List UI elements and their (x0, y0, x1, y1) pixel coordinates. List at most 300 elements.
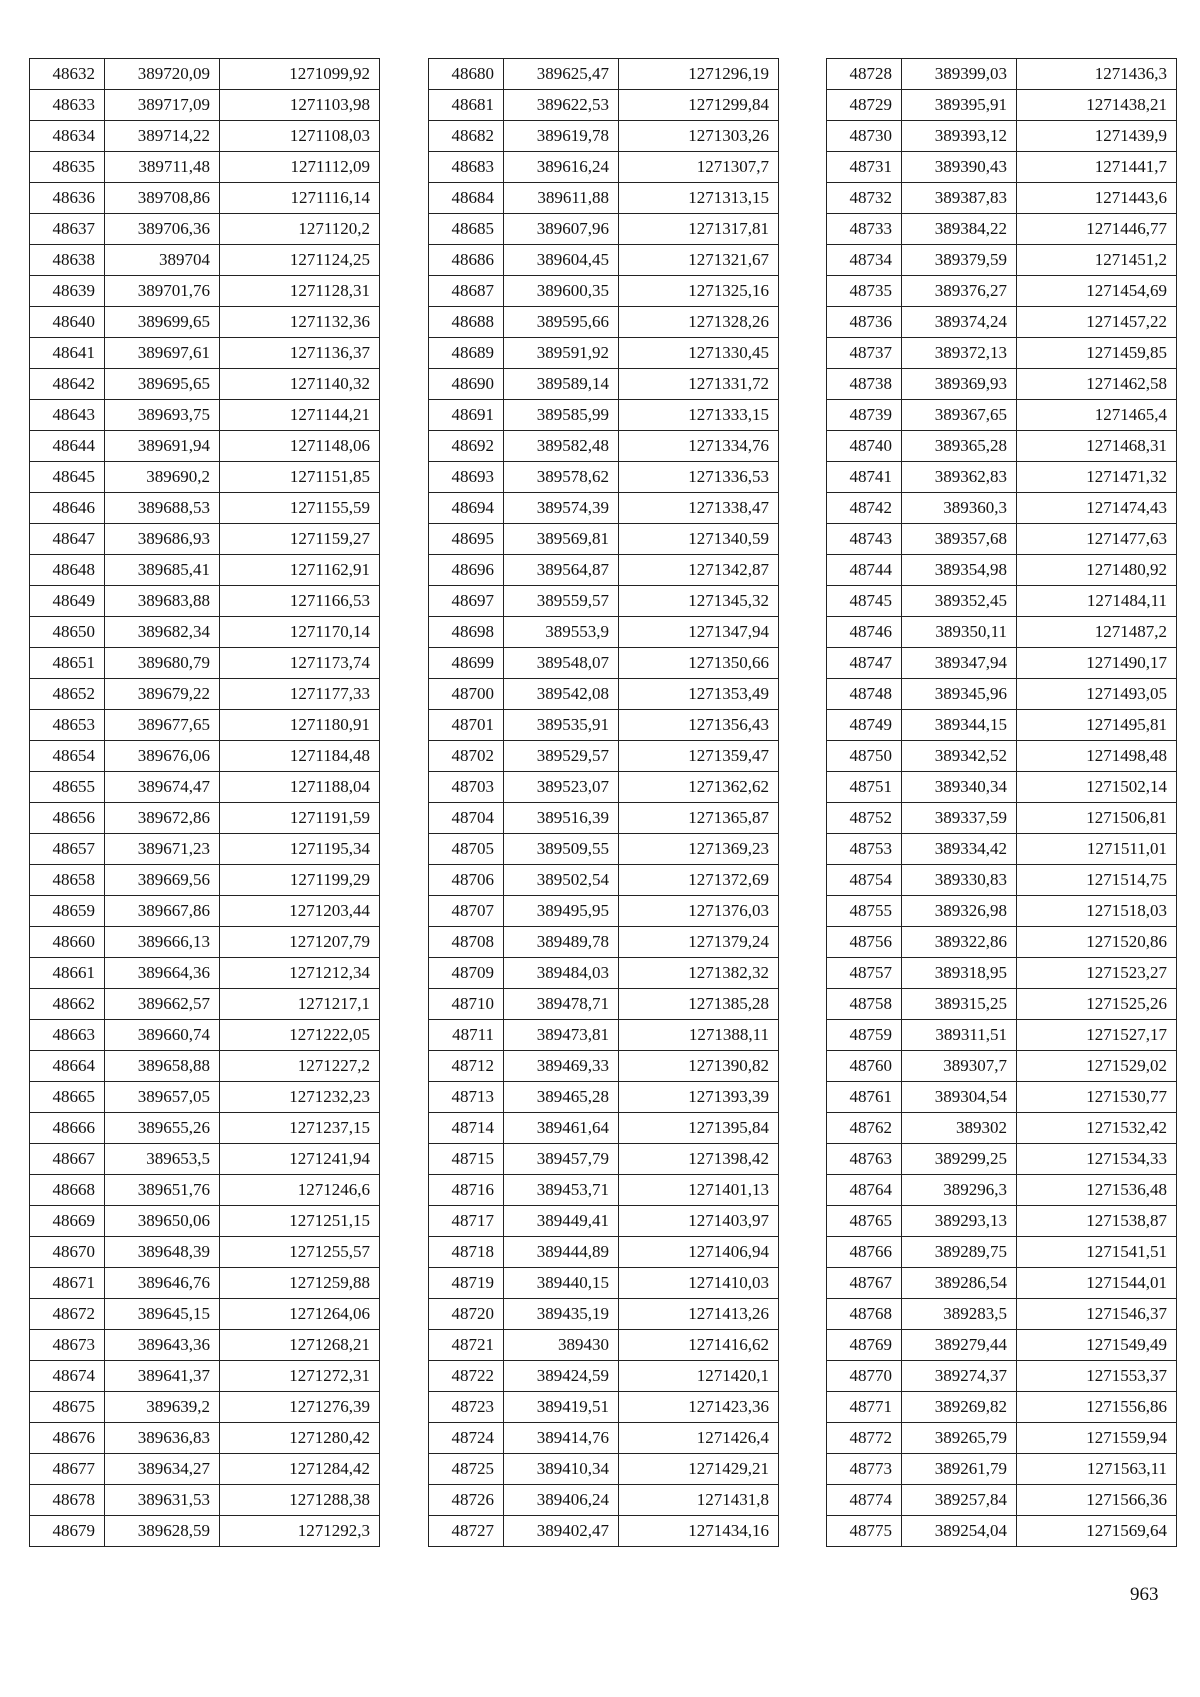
table-row (429, 462, 779, 493)
table-row (30, 338, 380, 369)
x-coordinate-cell: 389484,03 (504, 958, 619, 989)
y-coordinate-cell: 1271116,14 (220, 183, 380, 214)
y-coordinate-cell: 1271207,79 (220, 927, 380, 958)
x-coordinate-cell: 389354,98 (902, 555, 1017, 586)
point-number-cell: 48671 (30, 1268, 105, 1299)
point-number-cell: 48632 (30, 59, 105, 90)
y-coordinate-cell: 1271530,77 (1017, 1082, 1177, 1113)
x-coordinate-cell: 389489,78 (504, 927, 619, 958)
y-coordinate-cell: 1271356,43 (619, 710, 779, 741)
table-row (429, 1113, 779, 1144)
table-row (30, 493, 380, 524)
point-number-cell: 48683 (429, 152, 504, 183)
x-coordinate-cell: 389478,71 (504, 989, 619, 1020)
point-number-cell: 48742 (827, 493, 902, 524)
table-row (827, 1020, 1177, 1051)
x-coordinate-cell: 389350,11 (902, 617, 1017, 648)
point-number-cell: 48644 (30, 431, 105, 462)
y-coordinate-cell: 1271232,23 (220, 1082, 380, 1113)
table-row (429, 989, 779, 1020)
point-number-cell: 48637 (30, 214, 105, 245)
point-number-cell: 48768 (827, 1299, 902, 1330)
y-coordinate-cell: 1271390,82 (619, 1051, 779, 1082)
point-number-cell: 48652 (30, 679, 105, 710)
table-row (827, 927, 1177, 958)
point-number-cell: 48743 (827, 524, 902, 555)
x-coordinate-cell: 389660,74 (105, 1020, 220, 1051)
x-coordinate-cell: 389672,86 (105, 803, 220, 834)
table-row (30, 741, 380, 772)
point-number-cell: 48748 (827, 679, 902, 710)
x-coordinate-cell: 389473,81 (504, 1020, 619, 1051)
table-row (429, 183, 779, 214)
y-coordinate-cell: 1271480,92 (1017, 555, 1177, 586)
y-coordinate-cell: 1271325,16 (619, 276, 779, 307)
x-coordinate-cell: 389662,57 (105, 989, 220, 1020)
y-coordinate-cell: 1271477,63 (1017, 524, 1177, 555)
y-coordinate-cell: 1271559,94 (1017, 1423, 1177, 1454)
point-number-cell: 48662 (30, 989, 105, 1020)
table-row (827, 1423, 1177, 1454)
point-number-cell: 48715 (429, 1144, 504, 1175)
y-coordinate-cell: 1271520,86 (1017, 927, 1177, 958)
table-row (429, 1175, 779, 1206)
x-coordinate-cell: 389509,55 (504, 834, 619, 865)
x-coordinate-cell: 389345,96 (902, 679, 1017, 710)
table-row (827, 710, 1177, 741)
x-coordinate-cell: 389523,07 (504, 772, 619, 803)
table-row (30, 834, 380, 865)
x-coordinate-cell: 389664,36 (105, 958, 220, 989)
point-number-cell: 48659 (30, 896, 105, 927)
x-coordinate-cell: 389453,71 (504, 1175, 619, 1206)
table-row (429, 1051, 779, 1082)
x-coordinate-cell: 389591,92 (504, 338, 619, 369)
y-coordinate-cell: 1271317,81 (619, 214, 779, 245)
y-coordinate-cell: 1271353,49 (619, 679, 779, 710)
y-coordinate-cell: 1271128,31 (220, 276, 380, 307)
table-row (429, 1082, 779, 1113)
point-number-cell: 48760 (827, 1051, 902, 1082)
x-coordinate-cell: 389636,83 (105, 1423, 220, 1454)
y-coordinate-cell: 1271538,87 (1017, 1206, 1177, 1237)
point-number-cell: 48686 (429, 245, 504, 276)
y-coordinate-cell: 1271313,15 (619, 183, 779, 214)
x-coordinate-cell: 389495,95 (504, 896, 619, 927)
x-coordinate-cell: 389677,65 (105, 710, 220, 741)
table-row (429, 1454, 779, 1485)
coordinate-table-2 (428, 58, 779, 1547)
x-coordinate-cell: 389686,93 (105, 524, 220, 555)
y-coordinate-cell: 1271446,77 (1017, 214, 1177, 245)
table-row (827, 400, 1177, 431)
table-row (429, 1299, 779, 1330)
y-coordinate-cell: 1271468,31 (1017, 431, 1177, 462)
point-number-cell: 48721 (429, 1330, 504, 1361)
point-number-cell: 48678 (30, 1485, 105, 1516)
point-number-cell: 48665 (30, 1082, 105, 1113)
y-coordinate-cell: 1271487,2 (1017, 617, 1177, 648)
x-coordinate-cell: 389671,23 (105, 834, 220, 865)
y-coordinate-cell: 1271395,84 (619, 1113, 779, 1144)
point-number-cell: 48775 (827, 1516, 902, 1547)
x-coordinate-cell: 389634,27 (105, 1454, 220, 1485)
point-number-cell: 48690 (429, 369, 504, 400)
point-number-cell: 48727 (429, 1516, 504, 1547)
table-row (429, 524, 779, 555)
x-coordinate-cell: 389374,24 (902, 307, 1017, 338)
y-coordinate-cell: 1271365,87 (619, 803, 779, 834)
coordinate-table-3 (826, 58, 1177, 1547)
x-coordinate-cell: 389717,09 (105, 90, 220, 121)
y-coordinate-cell: 1271338,47 (619, 493, 779, 524)
x-coordinate-cell: 389369,93 (902, 369, 1017, 400)
x-coordinate-cell: 389564,87 (504, 555, 619, 586)
y-coordinate-cell: 1271401,13 (619, 1175, 779, 1206)
point-number-cell: 48657 (30, 834, 105, 865)
point-number-cell: 48771 (827, 1392, 902, 1423)
y-coordinate-cell: 1271563,11 (1017, 1454, 1177, 1485)
x-coordinate-cell: 389261,79 (902, 1454, 1017, 1485)
table-row (30, 958, 380, 989)
table-row (30, 90, 380, 121)
x-coordinate-cell: 389322,86 (902, 927, 1017, 958)
point-number-cell: 48716 (429, 1175, 504, 1206)
point-number-cell: 48675 (30, 1392, 105, 1423)
point-number-cell: 48736 (827, 307, 902, 338)
point-number-cell: 48703 (429, 772, 504, 803)
y-coordinate-cell: 1271457,22 (1017, 307, 1177, 338)
point-number-cell: 48769 (827, 1330, 902, 1361)
point-number-cell: 48674 (30, 1361, 105, 1392)
x-coordinate-cell: 389667,86 (105, 896, 220, 927)
point-number-cell: 48733 (827, 214, 902, 245)
y-coordinate-cell: 1271336,53 (619, 462, 779, 493)
y-coordinate-cell: 1271514,75 (1017, 865, 1177, 896)
x-coordinate-cell: 389347,94 (902, 648, 1017, 679)
table-row (429, 59, 779, 90)
y-coordinate-cell: 1271203,44 (220, 896, 380, 927)
y-coordinate-cell: 1271173,74 (220, 648, 380, 679)
table-row (30, 214, 380, 245)
y-coordinate-cell: 1271462,58 (1017, 369, 1177, 400)
x-coordinate-cell: 389367,65 (902, 400, 1017, 431)
table-row (429, 1144, 779, 1175)
x-coordinate-cell: 389376,27 (902, 276, 1017, 307)
x-coordinate-cell: 389699,65 (105, 307, 220, 338)
table-row (30, 1206, 380, 1237)
point-number-cell: 48732 (827, 183, 902, 214)
table-row (429, 803, 779, 834)
x-coordinate-cell: 389293,13 (902, 1206, 1017, 1237)
point-number-cell: 48725 (429, 1454, 504, 1485)
table-row (827, 586, 1177, 617)
y-coordinate-cell: 1271459,85 (1017, 338, 1177, 369)
x-coordinate-cell: 389410,34 (504, 1454, 619, 1485)
y-coordinate-cell: 1271124,25 (220, 245, 380, 276)
point-number-cell: 48661 (30, 958, 105, 989)
point-number-cell: 48650 (30, 617, 105, 648)
x-coordinate-cell: 389651,76 (105, 1175, 220, 1206)
x-coordinate-cell: 389315,25 (902, 989, 1017, 1020)
x-coordinate-cell: 389257,84 (902, 1485, 1017, 1516)
point-number-cell: 48708 (429, 927, 504, 958)
point-number-cell: 48757 (827, 958, 902, 989)
x-coordinate-cell: 389254,04 (902, 1516, 1017, 1547)
y-coordinate-cell: 1271148,06 (220, 431, 380, 462)
x-coordinate-cell: 389362,83 (902, 462, 1017, 493)
y-coordinate-cell: 1271465,4 (1017, 400, 1177, 431)
x-coordinate-cell: 389650,06 (105, 1206, 220, 1237)
point-number-cell: 48698 (429, 617, 504, 648)
x-coordinate-cell: 389318,95 (902, 958, 1017, 989)
x-coordinate-cell: 389406,24 (504, 1485, 619, 1516)
table-row (429, 245, 779, 276)
x-coordinate-cell: 389628,59 (105, 1516, 220, 1547)
y-coordinate-cell: 1271321,67 (619, 245, 779, 276)
table-row (827, 741, 1177, 772)
point-number-cell: 48710 (429, 989, 504, 1020)
point-number-cell: 48664 (30, 1051, 105, 1082)
table-row (30, 896, 380, 927)
y-coordinate-cell: 1271379,24 (619, 927, 779, 958)
point-number-cell: 48747 (827, 648, 902, 679)
point-number-cell: 48666 (30, 1113, 105, 1144)
y-coordinate-cell: 1271423,36 (619, 1392, 779, 1423)
point-number-cell: 48749 (827, 710, 902, 741)
x-coordinate-cell: 389711,48 (105, 152, 220, 183)
x-coordinate-cell: 389701,76 (105, 276, 220, 307)
x-coordinate-cell: 389611,88 (504, 183, 619, 214)
y-coordinate-cell: 1271246,6 (220, 1175, 380, 1206)
x-coordinate-cell: 389399,03 (902, 59, 1017, 90)
x-coordinate-cell: 389387,83 (902, 183, 1017, 214)
x-coordinate-cell: 389502,54 (504, 865, 619, 896)
x-coordinate-cell: 389393,12 (902, 121, 1017, 152)
x-coordinate-cell: 389430 (504, 1330, 619, 1361)
table-row (827, 1361, 1177, 1392)
y-coordinate-cell: 1271525,26 (1017, 989, 1177, 1020)
table-row (827, 1299, 1177, 1330)
table-row (30, 865, 380, 896)
table-row (429, 1485, 779, 1516)
point-number-cell: 48729 (827, 90, 902, 121)
table-row (429, 741, 779, 772)
y-coordinate-cell: 1271120,2 (220, 214, 380, 245)
x-coordinate-cell: 389714,22 (105, 121, 220, 152)
y-coordinate-cell: 1271328,26 (619, 307, 779, 338)
point-number-cell: 48696 (429, 555, 504, 586)
x-coordinate-cell: 389360,3 (902, 493, 1017, 524)
y-coordinate-cell: 1271566,36 (1017, 1485, 1177, 1516)
x-coordinate-cell: 389395,91 (902, 90, 1017, 121)
y-coordinate-cell: 1271398,42 (619, 1144, 779, 1175)
point-number-cell: 48639 (30, 276, 105, 307)
x-coordinate-cell: 389674,47 (105, 772, 220, 803)
x-coordinate-cell: 389548,07 (504, 648, 619, 679)
y-coordinate-cell: 1271534,33 (1017, 1144, 1177, 1175)
point-number-cell: 48744 (827, 555, 902, 586)
point-number-cell: 48651 (30, 648, 105, 679)
y-coordinate-cell: 1271471,32 (1017, 462, 1177, 493)
table-row (827, 1113, 1177, 1144)
y-coordinate-cell: 1271553,37 (1017, 1361, 1177, 1392)
table-row (429, 679, 779, 710)
y-coordinate-cell: 1271362,62 (619, 772, 779, 803)
table-row (827, 338, 1177, 369)
x-coordinate-cell: 389643,36 (105, 1330, 220, 1361)
y-coordinate-cell: 1271502,14 (1017, 772, 1177, 803)
point-number-cell: 48750 (827, 741, 902, 772)
y-coordinate-cell: 1271431,8 (619, 1485, 779, 1516)
y-coordinate-cell: 1271280,42 (220, 1423, 380, 1454)
y-coordinate-cell: 1271359,47 (619, 741, 779, 772)
x-coordinate-cell: 389269,82 (902, 1392, 1017, 1423)
y-coordinate-cell: 1271334,76 (619, 431, 779, 462)
y-coordinate-cell: 1271434,16 (619, 1516, 779, 1547)
x-coordinate-cell: 389645,15 (105, 1299, 220, 1330)
table-row (30, 1485, 380, 1516)
point-number-cell: 48684 (429, 183, 504, 214)
y-coordinate-cell: 1271299,84 (619, 90, 779, 121)
y-coordinate-cell: 1271544,01 (1017, 1268, 1177, 1299)
table-row (827, 648, 1177, 679)
x-coordinate-cell: 389274,37 (902, 1361, 1017, 1392)
point-number-cell: 48763 (827, 1144, 902, 1175)
table-row (827, 1206, 1177, 1237)
x-coordinate-cell: 389669,56 (105, 865, 220, 896)
x-coordinate-cell: 389706,36 (105, 214, 220, 245)
y-coordinate-cell: 1271474,43 (1017, 493, 1177, 524)
point-number-cell: 48669 (30, 1206, 105, 1237)
table-row (827, 59, 1177, 90)
y-coordinate-cell: 1271237,15 (220, 1113, 380, 1144)
x-coordinate-cell: 389286,54 (902, 1268, 1017, 1299)
x-coordinate-cell: 389302 (902, 1113, 1017, 1144)
table-row (827, 834, 1177, 865)
point-number-cell: 48735 (827, 276, 902, 307)
point-number-cell: 48731 (827, 152, 902, 183)
table-row (30, 710, 380, 741)
y-coordinate-cell: 1271099,92 (220, 59, 380, 90)
point-number-cell: 48724 (429, 1423, 504, 1454)
table-row (30, 803, 380, 834)
table-row (30, 1144, 380, 1175)
point-number-cell: 48767 (827, 1268, 902, 1299)
y-coordinate-cell: 1271426,4 (619, 1423, 779, 1454)
table-row (429, 338, 779, 369)
x-coordinate-cell: 389589,14 (504, 369, 619, 400)
y-coordinate-cell: 1271112,09 (220, 152, 380, 183)
table-row (827, 121, 1177, 152)
x-coordinate-cell: 389625,47 (504, 59, 619, 90)
point-number-cell: 48755 (827, 896, 902, 927)
y-coordinate-cell: 1271331,72 (619, 369, 779, 400)
y-coordinate-cell: 1271511,01 (1017, 834, 1177, 865)
x-coordinate-cell: 389685,41 (105, 555, 220, 586)
point-number-cell: 48765 (827, 1206, 902, 1237)
point-number-cell: 48654 (30, 741, 105, 772)
table-row (827, 90, 1177, 121)
x-coordinate-cell: 389666,13 (105, 927, 220, 958)
point-number-cell: 48655 (30, 772, 105, 803)
y-coordinate-cell: 1271493,05 (1017, 679, 1177, 710)
y-coordinate-cell: 1271151,85 (220, 462, 380, 493)
x-coordinate-cell: 389655,26 (105, 1113, 220, 1144)
y-coordinate-cell: 1271108,03 (220, 121, 380, 152)
table-row (30, 462, 380, 493)
table-row (429, 1020, 779, 1051)
y-coordinate-cell: 1271241,94 (220, 1144, 380, 1175)
table-row (429, 1330, 779, 1361)
table-row (30, 617, 380, 648)
table-row (429, 1361, 779, 1392)
table-row (827, 1392, 1177, 1423)
y-coordinate-cell: 1271536,48 (1017, 1175, 1177, 1206)
table-row (429, 90, 779, 121)
x-coordinate-cell: 389680,79 (105, 648, 220, 679)
point-number-cell: 48730 (827, 121, 902, 152)
x-coordinate-cell: 389435,19 (504, 1299, 619, 1330)
table-row (30, 400, 380, 431)
x-coordinate-cell: 389440,15 (504, 1268, 619, 1299)
table-row (30, 59, 380, 90)
point-number-cell: 48728 (827, 59, 902, 90)
x-coordinate-cell: 389342,52 (902, 741, 1017, 772)
page-number: 963 (1130, 1584, 1159, 1605)
x-coordinate-cell: 389330,83 (902, 865, 1017, 896)
point-number-cell: 48751 (827, 772, 902, 803)
point-number-cell: 48687 (429, 276, 504, 307)
table-row (429, 834, 779, 865)
table-row (827, 1516, 1177, 1547)
point-number-cell: 48692 (429, 431, 504, 462)
point-number-cell: 48711 (429, 1020, 504, 1051)
point-number-cell: 48656 (30, 803, 105, 834)
x-coordinate-cell: 389372,13 (902, 338, 1017, 369)
point-number-cell: 48723 (429, 1392, 504, 1423)
table-row (827, 1051, 1177, 1082)
y-coordinate-cell: 1271498,48 (1017, 741, 1177, 772)
table-row (429, 152, 779, 183)
point-number-cell: 48641 (30, 338, 105, 369)
point-number-cell: 48672 (30, 1299, 105, 1330)
table-row (30, 183, 380, 214)
x-coordinate-cell: 389600,35 (504, 276, 619, 307)
table-row (827, 1268, 1177, 1299)
x-coordinate-cell: 389639,2 (105, 1392, 220, 1423)
y-coordinate-cell: 1271388,11 (619, 1020, 779, 1051)
x-coordinate-cell: 389469,33 (504, 1051, 619, 1082)
point-number-cell: 48737 (827, 338, 902, 369)
x-coordinate-cell: 389690,2 (105, 462, 220, 493)
table-row (30, 989, 380, 1020)
point-number-cell: 48770 (827, 1361, 902, 1392)
y-coordinate-cell: 1271162,91 (220, 555, 380, 586)
point-number-cell: 48691 (429, 400, 504, 431)
table-row (30, 431, 380, 462)
x-coordinate-cell: 389289,75 (902, 1237, 1017, 1268)
point-number-cell: 48633 (30, 90, 105, 121)
table-row (827, 1175, 1177, 1206)
x-coordinate-cell: 389390,43 (902, 152, 1017, 183)
x-coordinate-cell: 389304,54 (902, 1082, 1017, 1113)
table-row (30, 1268, 380, 1299)
y-coordinate-cell: 1271569,64 (1017, 1516, 1177, 1547)
x-coordinate-cell: 389604,45 (504, 245, 619, 276)
point-number-cell: 48638 (30, 245, 105, 276)
y-coordinate-cell: 1271195,34 (220, 834, 380, 865)
